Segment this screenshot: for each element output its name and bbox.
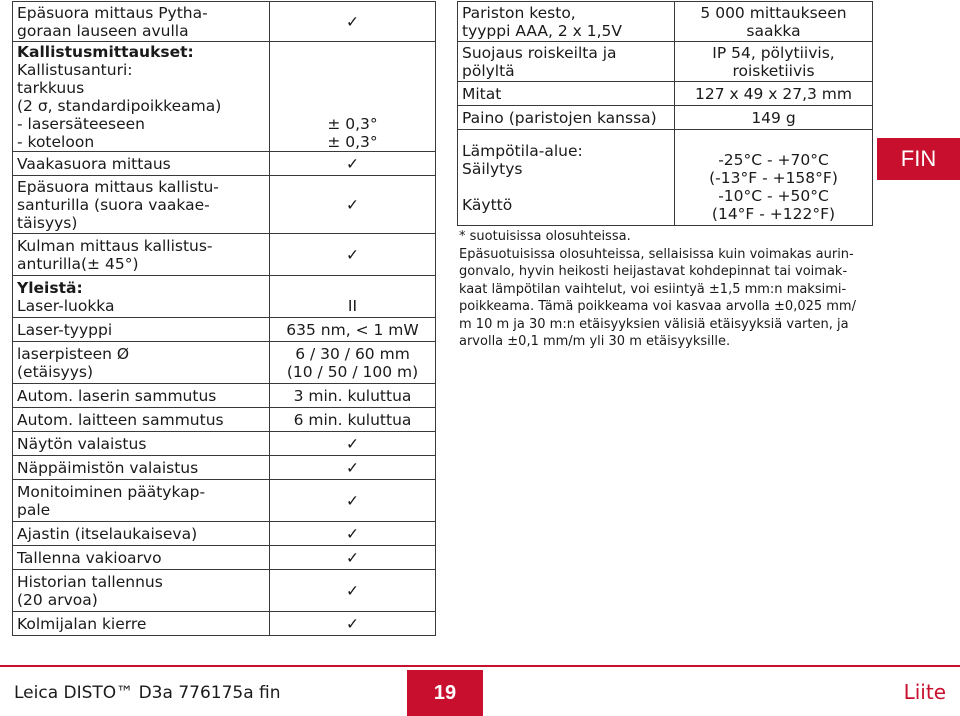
spec-right-value: 127 x 49 x 27,3 mm xyxy=(675,82,873,106)
spec-left-label: Laser-tyyppi xyxy=(13,318,270,342)
spec-left-label: Kolmijalan kierre xyxy=(13,612,270,636)
spec-left-value: 6 / 30 / 60 mm (10 / 50 / 100 m) xyxy=(270,342,436,384)
spec-left-row xyxy=(13,42,436,152)
spec-left-value: ✓ xyxy=(270,2,436,42)
spec-left-row xyxy=(13,480,436,522)
footer-section-title: Liite xyxy=(903,680,946,704)
spec-left-value: ✓ xyxy=(270,570,436,612)
footnotes xyxy=(459,228,899,351)
spec-left-row xyxy=(13,432,436,456)
spec-right-value: -25°C - +70°C (-13°F - +158°F) -10°C - +50°C (14°F - +122°F) xyxy=(675,130,873,226)
spec-right-row xyxy=(458,2,873,42)
spec-left-row xyxy=(13,276,436,318)
spec-left-value: ✓ xyxy=(270,480,436,522)
spec-left-row xyxy=(13,176,436,234)
spec-right-value: IP 54, pölytiivis, roisketiivis xyxy=(675,42,873,82)
spec-left-label: Epäsuora mittaus kallistu- santurilla (suora vaakae- täisyys) xyxy=(13,176,270,234)
spec-left-row xyxy=(13,456,436,480)
spec-left-value: ✓ xyxy=(270,176,436,234)
spec-left-value: II xyxy=(270,276,436,318)
spec-left-row xyxy=(13,234,436,276)
spec-left-value: ✓ xyxy=(270,456,436,480)
spec-left-value: ✓ xyxy=(270,152,436,176)
spec-left-label: Epäsuora mittaus Pytha- goraan lauseen avulla xyxy=(13,2,270,42)
spec-left-label: Historian tallennus (20 arvoa) xyxy=(13,570,270,612)
spec-left-row xyxy=(13,612,436,636)
spec-left-label: Tallenna vakioarvo xyxy=(13,546,270,570)
spec-left-label: Yleistä: Laser-luokka xyxy=(13,276,270,318)
spec-left-label: Ajastin (itselaukaiseva) xyxy=(13,522,270,546)
spec-left-label: laserpisteen Ø (etäisyys) xyxy=(13,342,270,384)
spec-left-value: ✓ xyxy=(270,546,436,570)
spec-right-label: Suojaus roiskeilta ja pölyltä xyxy=(458,42,675,82)
spec-left-row xyxy=(13,570,436,612)
spec-left-row xyxy=(13,152,436,176)
spec-left-label: Monitoiminen päätykap- pale xyxy=(13,480,270,522)
footer-divider xyxy=(0,665,960,667)
spec-left-value: 3 min. kuluttua xyxy=(270,384,436,408)
spec-left-label: Kallistusmittaukset: Kallistusanturi: tarkkuus (2 σ, standardipoikkeama) - lasersäteeseen - koteloon xyxy=(13,42,270,152)
spec-left-value: ✓ xyxy=(270,612,436,636)
spec-left-row xyxy=(13,342,436,384)
footnote-body: Epäsuotuisissa olosuhteissa, sellaisissa kuin voimakas aurin- gonvalo, hyvin heikosti heijastavat kohdepinnat tai voimak- kaat lämpötilan vaihtelut, voi esiintyä ±1,5 mm:n maksimi- poikkeama. Tämä poikkeama voi kasvaa arvolla ±0,025 mm/ m 10 m ja 30 m:n etäisyyksien välisiä etäisyyksiä varten, ja arvolla ±0,1 mm/m yli 30 m etäisyyksille. xyxy=(459,246,856,349)
spec-left-label: Näytön valaistus xyxy=(13,432,270,456)
spec-right-row xyxy=(458,82,873,106)
spec-left-row xyxy=(13,546,436,570)
spec-left-value: 635 nm, < 1 mW xyxy=(270,318,436,342)
spec-left-row xyxy=(13,522,436,546)
spec-left-label: Vaakasuora mittaus xyxy=(13,152,270,176)
spec-right-value: 5 000 mittaukseen saakka xyxy=(675,2,873,42)
language-tab: FIN xyxy=(877,138,960,180)
spec-left-row xyxy=(13,384,436,408)
spec-right-label: Pariston kesto, tyyppi AAA, 2 x 1,5V xyxy=(458,2,675,42)
spec-left-label: Näppäimistön valaistus xyxy=(13,456,270,480)
spec-left-row xyxy=(13,408,436,432)
spec-right-row xyxy=(458,106,873,130)
spec-right-value: 149 g xyxy=(675,106,873,130)
footer-document-id: Leica DISTO™ D3a 776175a fin xyxy=(14,683,281,703)
spec-left-row xyxy=(13,2,436,42)
spec-right-label: Paino (paristojen kanssa) xyxy=(458,106,675,130)
spec-left-value: 6 min. kuluttua xyxy=(270,408,436,432)
spec-right-row xyxy=(458,130,873,226)
spec-left-label: Kulman mittaus kallistus- anturilla(± 45°) xyxy=(13,234,270,276)
page-number: 19 xyxy=(407,670,483,716)
spec-left-value: ✓ xyxy=(270,522,436,546)
spec-table-right xyxy=(457,1,873,226)
spec-left-label: Autom. laserin sammutus xyxy=(13,384,270,408)
spec-left-value: ± 0,3° ± 0,3° xyxy=(270,42,436,152)
spec-left-value: ✓ xyxy=(270,234,436,276)
spec-table-left xyxy=(12,1,436,636)
spec-right-label: Mitat xyxy=(458,82,675,106)
footnote-asterisk: * suotuisissa olosuhteissa. xyxy=(459,229,631,244)
spec-right-label: Lämpötila-alue: Säilytys Käyttö xyxy=(458,130,675,226)
spec-left-row xyxy=(13,318,436,342)
spec-right-row xyxy=(458,42,873,82)
spec-left-value: ✓ xyxy=(270,432,436,456)
spec-left-label: Autom. laitteen sammutus xyxy=(13,408,270,432)
